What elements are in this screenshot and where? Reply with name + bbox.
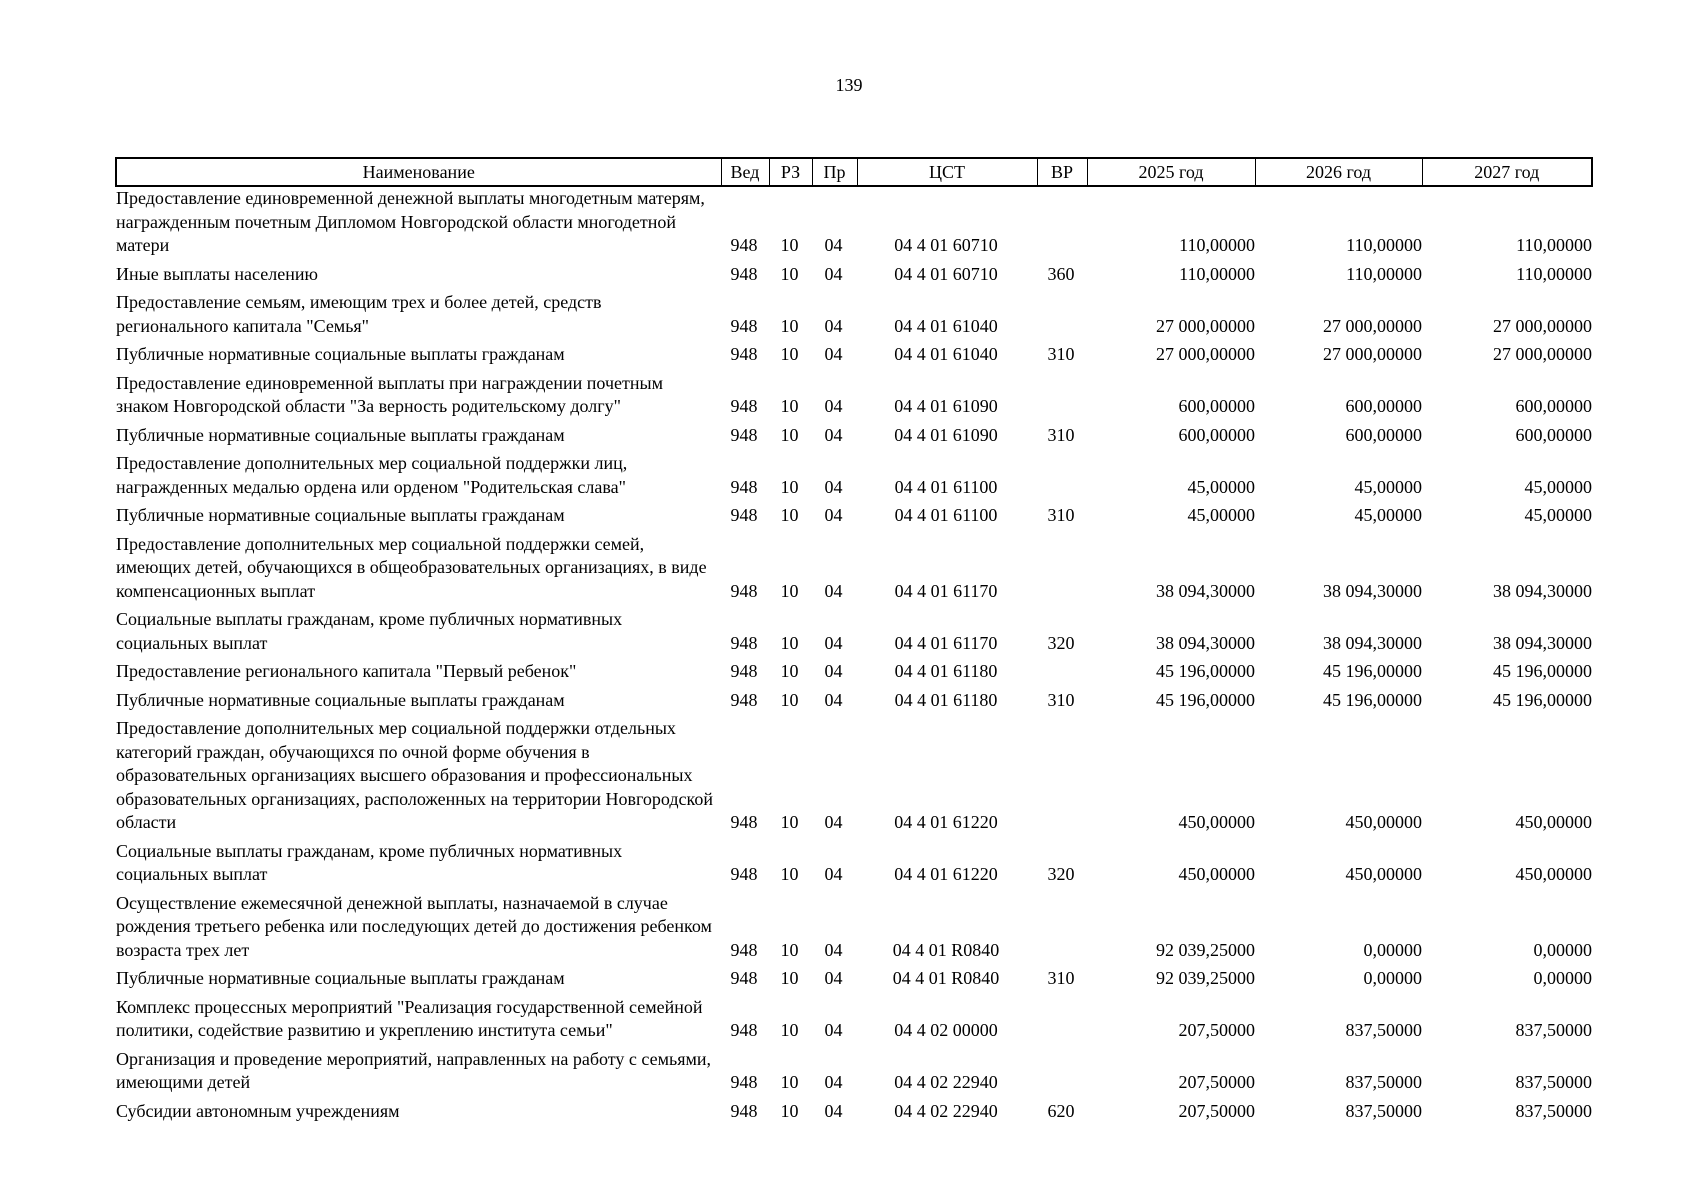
row-value-2027: 38 094,30000: [1493, 632, 1592, 653]
row-value-2025: 207,50000: [1178, 1072, 1255, 1092]
row-value-2027: 837,50000: [1515, 1100, 1592, 1121]
row-value-2027: 450,00000: [1515, 812, 1592, 832]
table-row: [116, 892, 1592, 968]
row-rz: 10: [780, 505, 799, 525]
row-name: Публичные нормативные социальные выплаты гражданам: [116, 968, 565, 988]
row-rz: 10: [780, 661, 799, 681]
row-name: Комплекс процессных мероприятий "Реализация государственной семейной политики, содействие развитию и укреплению института семьи": [116, 996, 703, 1040]
header-name: Наименование: [116, 158, 721, 186]
row-value-2026: 110,00000: [1346, 263, 1422, 284]
row-vr: [1037, 1048, 1087, 1100]
row-value-2026: 38 094,30000: [1323, 580, 1422, 601]
row-value-2025: 45 196,00000: [1156, 689, 1255, 710]
row-ved: 948: [730, 864, 758, 884]
row-name: Социальные выплаты гражданам, кроме публичных нормативных социальных выплат: [116, 609, 623, 653]
table-row: [116, 717, 1592, 840]
row-ved: 948: [730, 424, 758, 445]
row-name: Субсидии автономным учреждениям: [116, 1100, 400, 1121]
row-value-2026: 837,50000: [1345, 1100, 1422, 1121]
row-ved: 948: [730, 505, 758, 525]
row-rz: 10: [780, 263, 799, 284]
row-ved: 948: [730, 812, 758, 832]
header-2027: 2027 год: [1422, 158, 1592, 186]
row-value-2027: 837,50000: [1515, 1072, 1592, 1092]
row-pr: 04: [824, 812, 843, 832]
row-value-2025: 45,00000: [1187, 476, 1255, 497]
row-name: Публичные нормативные социальные выплаты гражданам: [116, 424, 565, 445]
row-name: Предоставление регионального капитала "Первый ребенок": [116, 661, 577, 681]
row-vr: [1037, 717, 1087, 840]
header-pr: Пр: [812, 158, 857, 186]
row-ved: 948: [730, 1020, 758, 1040]
row-cst: 04 4 01 61040: [894, 344, 998, 364]
row-cst: 04 4 02 22940: [894, 1072, 998, 1092]
row-value-2025: 45,00000: [1187, 505, 1255, 525]
header-rz: РЗ: [769, 158, 812, 186]
row-value-2027: 38 094,30000: [1493, 580, 1592, 601]
row-value-2026: 27 000,00000: [1323, 315, 1422, 336]
row-name: Предоставление единовременной денежной выплаты многодетным матерям, награжденным почетным Дипломом Новгородской области многодетной матери: [116, 188, 705, 255]
header-ved: Вед: [721, 158, 769, 186]
header-vr: ВР: [1037, 158, 1087, 186]
row-rz: 10: [780, 424, 799, 445]
row-vr: [1037, 186, 1087, 263]
row-ved: 948: [730, 1100, 758, 1121]
row-pr: 04: [824, 1072, 843, 1092]
row-value-2026: 0,00000: [1363, 968, 1422, 988]
row-value-2026: 450,00000: [1345, 812, 1422, 832]
row-cst: 04 4 01 61100: [894, 476, 998, 497]
row-ved: 948: [730, 1072, 758, 1092]
row-value-2026: 837,50000: [1345, 1072, 1422, 1092]
row-value-2026: 0,00000: [1363, 939, 1422, 960]
row-value-2027: 450,00000: [1515, 864, 1592, 884]
row-value-2025: 207,50000: [1178, 1100, 1255, 1121]
row-value-2027: 837,50000: [1515, 1020, 1592, 1040]
row-ved: 948: [730, 689, 758, 710]
row-value-2025: 207,50000: [1178, 1020, 1255, 1040]
row-cst: 04 4 02 00000: [894, 1020, 998, 1040]
row-value-2025: 92 039,25000: [1156, 968, 1255, 988]
row-name: Иные выплаты населению: [116, 263, 318, 284]
row-vr: [1037, 892, 1087, 968]
table-row: [116, 343, 1592, 372]
row-value-2025: 38 094,30000: [1156, 580, 1255, 601]
row-rz: 10: [780, 396, 799, 416]
page-number: 139: [835, 75, 863, 95]
row-ved: 948: [730, 396, 758, 416]
row-name: Публичные нормативные социальные выплаты гражданам: [116, 344, 565, 364]
row-vr: 310: [1047, 344, 1075, 364]
row-name: Предоставление семьям, имеющим трех и более детей, средств регионального капитала "Семья": [116, 292, 602, 336]
row-value-2027: 45,00000: [1524, 505, 1592, 525]
row-rz: 10: [780, 580, 799, 601]
row-pr: 04: [824, 968, 843, 988]
row-ved: 948: [730, 263, 758, 284]
row-ved: 948: [730, 580, 758, 601]
row-pr: 04: [824, 864, 843, 884]
row-value-2027: 45 196,00000: [1493, 689, 1592, 710]
row-value-2027: 110,00000: [1516, 263, 1592, 284]
row-value-2026: 110,00000: [1346, 235, 1422, 255]
row-value-2027: 110,00000: [1516, 235, 1592, 255]
row-value-2025: 110,00000: [1179, 235, 1255, 255]
row-name: Организация и проведение мероприятий, направленных на работу с семьями, имеющими детей: [116, 1048, 712, 1092]
row-vr: [1037, 291, 1087, 343]
row-name: Предоставление дополнительных мер социальной поддержки семей, имеющих детей, обучающихся в общеобразовательных организациях, в виде компенсационных выплат: [116, 533, 707, 601]
row-ved: 948: [730, 968, 758, 988]
row-rz: 10: [780, 1100, 799, 1121]
row-cst: 04 4 01 61220: [894, 812, 998, 832]
table-body: [116, 186, 1592, 1128]
row-cst: 04 4 01 61180: [894, 661, 998, 681]
row-pr: 04: [824, 344, 843, 364]
row-pr: 04: [824, 1100, 843, 1121]
row-ved: 948: [730, 632, 758, 653]
row-ved: 948: [730, 661, 758, 681]
row-cst: 04 4 01 61040: [894, 315, 998, 336]
row-ved: 948: [730, 315, 758, 336]
table-row: [116, 291, 1592, 343]
table-row: [116, 424, 1592, 453]
table-row: [116, 1048, 1592, 1100]
row-value-2027: 27 000,00000: [1493, 344, 1592, 364]
row-cst: 04 4 01 60710: [894, 263, 998, 284]
row-ved: 948: [730, 344, 758, 364]
row-cst: 04 4 01 R0840: [892, 939, 1000, 960]
row-rz: 10: [780, 235, 799, 255]
row-value-2025: 450,00000: [1178, 864, 1255, 884]
row-value-2026: 38 094,30000: [1323, 632, 1422, 653]
table-row: [116, 608, 1592, 660]
table-row: [116, 263, 1592, 292]
row-cst: 04 4 01 61170: [894, 632, 998, 653]
row-pr: 04: [824, 424, 843, 445]
table-header: [116, 158, 1592, 186]
row-value-2026: 600,00000: [1345, 396, 1422, 416]
row-cst: 04 4 01 R0840: [892, 968, 1000, 988]
row-value-2027: 27 000,00000: [1493, 315, 1592, 336]
table-row: [116, 660, 1592, 689]
row-value-2026: 45 196,00000: [1323, 689, 1422, 710]
row-value-2025: 600,00000: [1178, 396, 1255, 416]
row-rz: 10: [780, 939, 799, 960]
table-row: [116, 186, 1592, 263]
row-value-2027: 45,00000: [1524, 476, 1592, 497]
row-value-2025: 45 196,00000: [1156, 661, 1255, 681]
header-cst: ЦСТ: [857, 158, 1037, 186]
row-rz: 10: [780, 689, 799, 710]
budget-table: [115, 157, 1593, 1128]
row-value-2026: 27 000,00000: [1323, 344, 1422, 364]
row-pr: 04: [824, 476, 843, 497]
row-vr: 360: [1047, 263, 1075, 284]
row-value-2025: 27 000,00000: [1156, 315, 1255, 336]
row-rz: 10: [780, 632, 799, 653]
row-ved: 948: [730, 939, 758, 960]
row-value-2027: 600,00000: [1515, 396, 1592, 416]
table-row: [116, 452, 1592, 504]
row-pr: 04: [824, 315, 843, 336]
row-value-2026: 600,00000: [1345, 424, 1422, 445]
row-name: Предоставление единовременной выплаты при награждении почетным знаком Новгородской области "За верность родительскому долгу": [116, 372, 663, 416]
row-cst: 04 4 01 61090: [894, 396, 998, 416]
row-vr: [1037, 372, 1087, 424]
row-value-2026: 45,00000: [1354, 505, 1422, 525]
row-name: Публичные нормативные социальные выплаты гражданам: [116, 505, 565, 525]
row-rz: 10: [780, 476, 799, 497]
row-name: Социальные выплаты гражданам, кроме публичных нормативных социальных выплат: [116, 840, 623, 884]
table-row: [116, 996, 1592, 1048]
row-pr: 04: [824, 263, 843, 284]
row-vr: [1037, 996, 1087, 1048]
row-rz: 10: [780, 968, 799, 988]
row-vr: [1037, 660, 1087, 689]
table-row: [116, 689, 1592, 718]
row-pr: 04: [824, 689, 843, 710]
row-name: Предоставление дополнительных мер социальной поддержки лиц, награжденных медалью ордена или орденом "Родительская слава": [116, 453, 628, 497]
row-value-2027: 0,00000: [1533, 939, 1592, 960]
row-rz: 10: [780, 1020, 799, 1040]
row-value-2026: 45,00000: [1354, 476, 1422, 497]
row-value-2026: 450,00000: [1345, 864, 1422, 884]
table-row: [116, 1100, 1592, 1129]
row-pr: 04: [824, 396, 843, 416]
row-pr: 04: [824, 939, 843, 960]
table-row: [116, 504, 1592, 533]
row-pr: 04: [824, 505, 843, 525]
row-cst: 04 4 01 61170: [894, 580, 998, 601]
row-cst: 04 4 02 22940: [894, 1100, 998, 1121]
row-name: Осуществление ежемесячной денежной выплаты, назначаемой в случае рождения третьего ребенка или последующих детей до достижения ребенком возраста трех лет: [116, 892, 712, 960]
row-pr: 04: [824, 632, 843, 653]
table-row: [116, 967, 1592, 996]
row-vr: 310: [1047, 505, 1075, 525]
row-pr: 04: [824, 235, 843, 255]
row-vr: 310: [1047, 968, 1075, 988]
row-value-2027: 45 196,00000: [1493, 661, 1592, 681]
row-vr: 310: [1047, 689, 1075, 710]
header-2025: 2025 год: [1087, 158, 1255, 186]
row-vr: [1037, 533, 1087, 609]
row-rz: 10: [780, 344, 799, 364]
row-value-2027: 600,00000: [1515, 424, 1592, 445]
row-rz: 10: [780, 315, 799, 336]
row-value-2025: 600,00000: [1178, 424, 1255, 445]
row-pr: 04: [824, 1020, 843, 1040]
row-pr: 04: [824, 661, 843, 681]
row-vr: 310: [1047, 424, 1075, 445]
row-vr: 320: [1047, 632, 1075, 653]
row-rz: 10: [780, 812, 799, 832]
row-value-2025: 110,00000: [1179, 263, 1255, 284]
row-value-2025: 38 094,30000: [1156, 632, 1255, 653]
row-ved: 948: [730, 235, 758, 255]
row-rz: 10: [780, 864, 799, 884]
row-value-2026: 45 196,00000: [1323, 661, 1422, 681]
row-vr: 620: [1047, 1100, 1075, 1121]
row-cst: 04 4 01 61090: [894, 424, 998, 445]
row-pr: 04: [824, 580, 843, 601]
header-2026: 2026 год: [1255, 158, 1422, 186]
row-vr: [1037, 452, 1087, 504]
row-name: Предоставление дополнительных мер социальной поддержки отдельных категорий граждан, обучающихся по очной форме обучения в образовательных организациях высшего образования и профессиональных образовательных организациях, расположенных на территории Новгородской области: [116, 718, 713, 832]
row-cst: 04 4 01 60710: [894, 235, 998, 255]
table-row: [116, 840, 1592, 892]
row-value-2025: 92 039,25000: [1156, 939, 1255, 960]
row-cst: 04 4 01 61100: [894, 505, 998, 525]
row-vr: 320: [1047, 864, 1075, 884]
row-cst: 04 4 01 61220: [894, 864, 998, 884]
row-rz: 10: [780, 1072, 799, 1092]
row-value-2027: 0,00000: [1533, 968, 1592, 988]
row-name: Публичные нормативные социальные выплаты гражданам: [116, 689, 565, 710]
table-row: [116, 372, 1592, 424]
row-value-2025: 450,00000: [1178, 812, 1255, 832]
table-row: [116, 533, 1592, 609]
row-cst: 04 4 01 61180: [894, 689, 998, 710]
row-ved: 948: [730, 476, 758, 497]
row-value-2026: 837,50000: [1345, 1020, 1422, 1040]
row-value-2025: 27 000,00000: [1156, 344, 1255, 364]
